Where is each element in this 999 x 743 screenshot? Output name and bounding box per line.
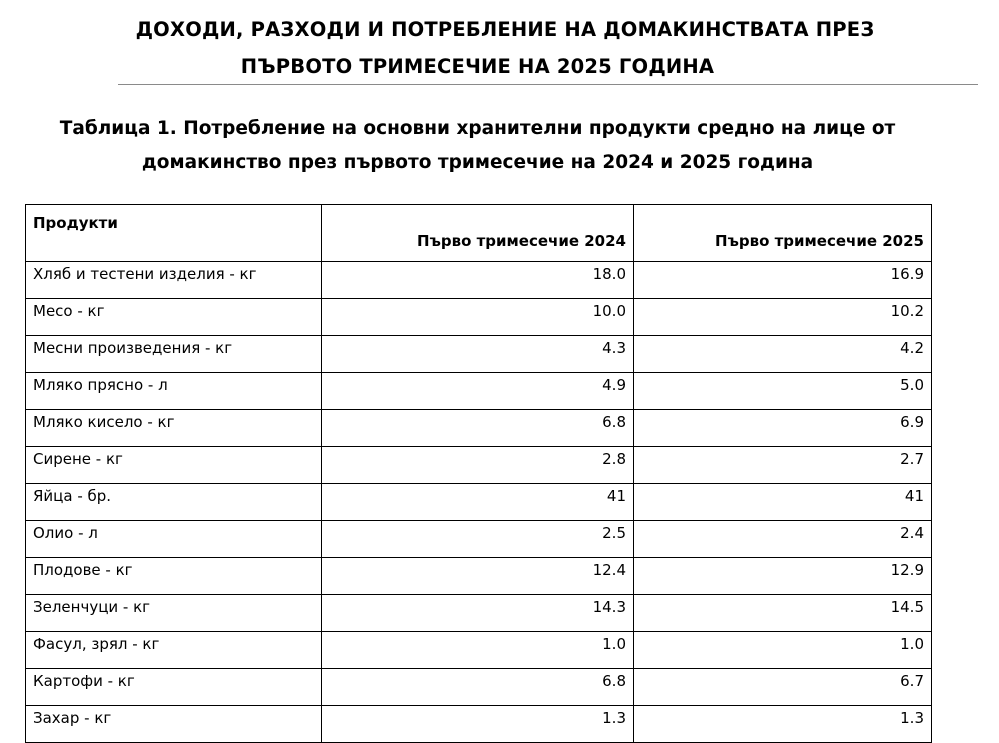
- header-q1-2024: Първо тримесечие 2024: [322, 205, 634, 262]
- value-2024: 4.9: [322, 373, 634, 410]
- value-2024: 1.3: [322, 706, 634, 743]
- value-2024: 6.8: [322, 669, 634, 706]
- document-title-line-2: ПЪРВОТО ТРИМЕСЕЧИЕ НА 2025 ГОДИНА: [240, 55, 715, 78]
- table-row: [26, 632, 932, 669]
- value-2025: 12.9: [634, 558, 932, 595]
- value-2025: 2.4: [634, 521, 932, 558]
- product-name: Зеленчуци - кг: [26, 595, 322, 632]
- table-row: [26, 336, 932, 373]
- value-2024: 12.4: [322, 558, 634, 595]
- title-divider: [118, 84, 978, 85]
- table-row: [26, 373, 932, 410]
- value-2024: 10.0: [322, 299, 634, 336]
- table-row: [26, 484, 932, 521]
- document-title-line-1: ДОХОДИ, РАЗХОДИ И ПОТРЕБЛЕНИЕ НА ДОМАКИНСТВАТА ПРЕЗ: [135, 18, 875, 41]
- product-name: Картофи - кг: [26, 669, 322, 706]
- table-caption-line-1: Таблица 1. Потребление на основни хранителни продукти средно на лице от: [59, 118, 896, 139]
- value-2024: 4.3: [322, 336, 634, 373]
- table-row: [26, 706, 932, 743]
- value-2025: 41: [634, 484, 932, 521]
- product-name: Месо - кг: [26, 299, 322, 336]
- product-name: Олио - л: [26, 521, 322, 558]
- value-2025: 6.7: [634, 669, 932, 706]
- value-2025: 16.9: [634, 262, 932, 299]
- value-2025: 14.5: [634, 595, 932, 632]
- value-2025: 1.3: [634, 706, 932, 743]
- value-2025: 6.9: [634, 410, 932, 447]
- table-caption-line-2: домакинство през първото тримесечие на 2024 и 2025 година: [141, 152, 814, 173]
- value-2024: 2.5: [322, 521, 634, 558]
- value-2024: 41: [322, 484, 634, 521]
- value-2025: 5.0: [634, 373, 932, 410]
- product-name: Хляб и тестени изделия - кг: [26, 262, 322, 299]
- table-row: [26, 669, 932, 706]
- value-2024: 14.3: [322, 595, 634, 632]
- product-name: Захар - кг: [26, 706, 322, 743]
- value-2025: 4.2: [634, 336, 932, 373]
- table-row: [26, 299, 932, 336]
- value-2025: 1.0: [634, 632, 932, 669]
- product-name: Плодове - кг: [26, 558, 322, 595]
- header-products: Продукти: [26, 205, 322, 262]
- value-2024: 18.0: [322, 262, 634, 299]
- table-row: [26, 558, 932, 595]
- header-q1-2025: Първо тримесечие 2025: [634, 205, 932, 262]
- table-row: [26, 447, 932, 484]
- table-row: [26, 410, 932, 447]
- table-row: [26, 521, 932, 558]
- table-row: [26, 595, 932, 632]
- product-name: Месни произведения - кг: [26, 336, 322, 373]
- value-2024: 6.8: [322, 410, 634, 447]
- consumption-table: [25, 204, 932, 743]
- product-name: Сирене - кг: [26, 447, 322, 484]
- product-name: Фасул, зрял - кг: [26, 632, 322, 669]
- product-name: Мляко кисело - кг: [26, 410, 322, 447]
- value-2024: 1.0: [322, 632, 634, 669]
- product-name: Мляко прясно - л: [26, 373, 322, 410]
- product-name: Яйца - бр.: [26, 484, 322, 521]
- value-2025: 2.7: [634, 447, 932, 484]
- value-2024: 2.8: [322, 447, 634, 484]
- table-row: [26, 262, 932, 299]
- value-2025: 10.2: [634, 299, 932, 336]
- table-header-row: [26, 205, 932, 262]
